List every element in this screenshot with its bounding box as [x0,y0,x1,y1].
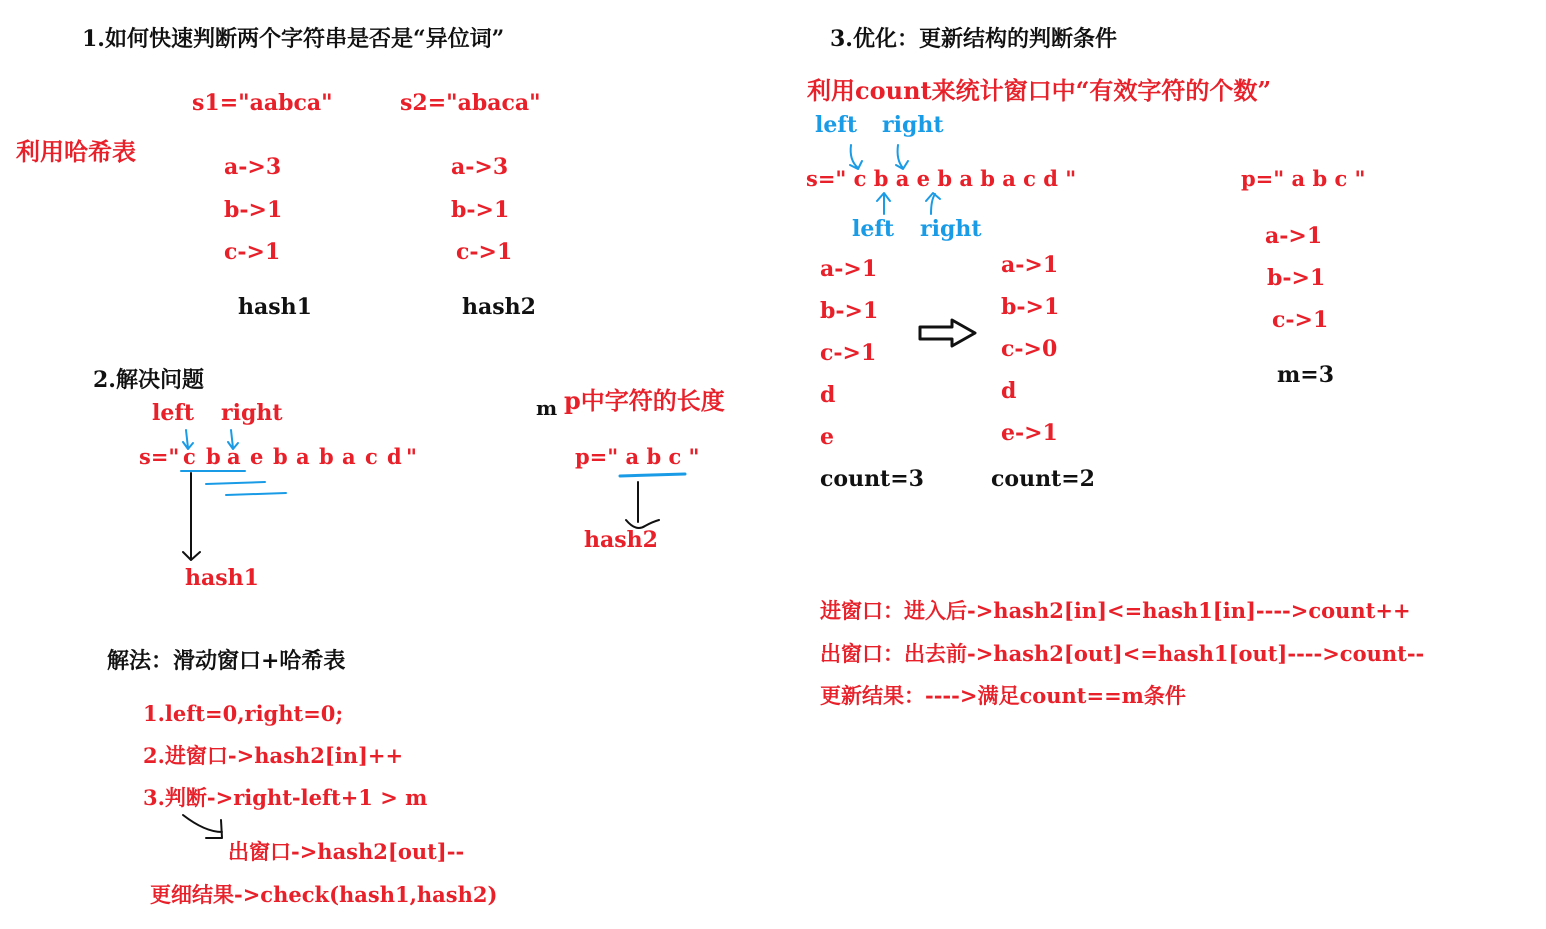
hash1-count-c: c->1 [224,239,281,265]
rule-enter: 进窗口：进入后->hash2[in]<=hash1[in]---->count++ [820,598,1411,623]
before-count-e: e [820,424,834,450]
solution-step-1: 1.left=0,right=0; [143,701,344,726]
before-count-b: b->1 [820,298,879,324]
right-pointer-label: right [920,216,982,242]
before-count-a: a->1 [820,256,878,282]
window-underline [206,482,265,484]
p-length-desc: p中字符的长度 [564,386,725,415]
p-underline [620,474,685,476]
after-count-c: c->0 [1001,336,1058,362]
left-pointer-arrow [877,193,890,214]
solution-step-3: 3.判断->right-left+1 > m [143,785,428,810]
s-prefix: s=" [139,444,180,469]
hash1-name: hash1 [238,294,312,320]
hash2-count-c: c->1 [456,239,513,265]
left-pointer-label: left [815,112,857,138]
p-string: p=" a b c " [575,444,700,469]
s-char: b [273,444,288,469]
s-string: s=" c b a e b a b a c d " [806,166,1077,191]
section3-title: 3.优化：更新结构的判断条件 [830,26,1117,52]
hash1-label: hash1 [185,565,259,591]
section1-title: 1.如何快速判断两个字符串是否是“异位词” [82,26,505,52]
left-pointer-arrow [183,430,193,449]
hash2-count-a: a->3 [451,154,509,180]
s-char: a [296,444,310,469]
s1-string: s1="aabca" [192,90,333,116]
hash2-label: hash2 [584,527,658,553]
after-count-b: b->1 [1001,294,1060,320]
after-count-d: d [1001,378,1017,404]
solution-step-update: 更细结果->check(hash1,hash2) [150,882,498,907]
s-char: d [387,444,402,469]
section3-subtitle: 利用count来统计窗口中“有效字符的个数” [807,76,1272,105]
solution-step-2: 2.进窗口->hash2[in]++ [143,743,404,768]
left-pointer-label: left [852,216,894,242]
s-char: b [206,444,221,469]
down-arrow [626,482,659,528]
right-pointer-arrow [228,430,238,449]
solution-title: 解法：滑动窗口+哈希表 [107,648,346,674]
left-pointer-label: left [152,400,194,426]
count-after: count=2 [991,466,1095,492]
hash-table-label: 利用哈希表 [16,137,136,166]
right-pointer-arrow [926,193,940,214]
m-value: m=3 [1277,362,1335,388]
count-before: count=3 [820,466,924,492]
right-pointer-arrow [896,145,908,169]
hash2-count-b: b->1 [451,197,510,223]
rule-exit: 出窗口：出去前->hash2[out]<=hash1[out]---->count-- [820,641,1425,666]
s-char: a [227,444,241,469]
p-count-c: c->1 [1272,307,1329,333]
solution-step-out: 出窗口->hash2[out]-- [228,839,465,864]
s2-string: s2="abaca" [400,90,541,116]
left-pointer-arrow [850,145,862,169]
window-underline [226,493,286,495]
right-arrow-icon [920,320,975,346]
s-char: c [365,444,378,469]
after-count-a: a->1 [1001,252,1059,278]
section2-title: 2.解决问题 [93,367,204,393]
hash2-name: hash2 [462,294,536,320]
rule-update: 更新结果：---->满足count==m条件 [820,683,1186,708]
s-char: c [183,444,196,469]
m-label: m [536,396,558,420]
s-char: b [319,444,334,469]
s-char: e [250,444,264,469]
hash1-count-a: a->3 [224,154,282,180]
s-char: a [342,444,356,469]
p-count-a: a->1 [1265,223,1323,249]
right-pointer-label: right [221,400,283,426]
down-arrow [183,473,200,560]
p-count-b: b->1 [1267,265,1326,291]
after-count-e: e->1 [1001,420,1058,446]
p-string: p=" a b c " [1241,166,1366,191]
hash1-count-b: b->1 [224,197,283,223]
before-count-c: c->1 [820,340,877,366]
curved-arrow [183,815,222,838]
before-count-d: d [820,382,836,408]
right-pointer-label: right [882,112,944,138]
s-suffix: " [406,444,417,469]
